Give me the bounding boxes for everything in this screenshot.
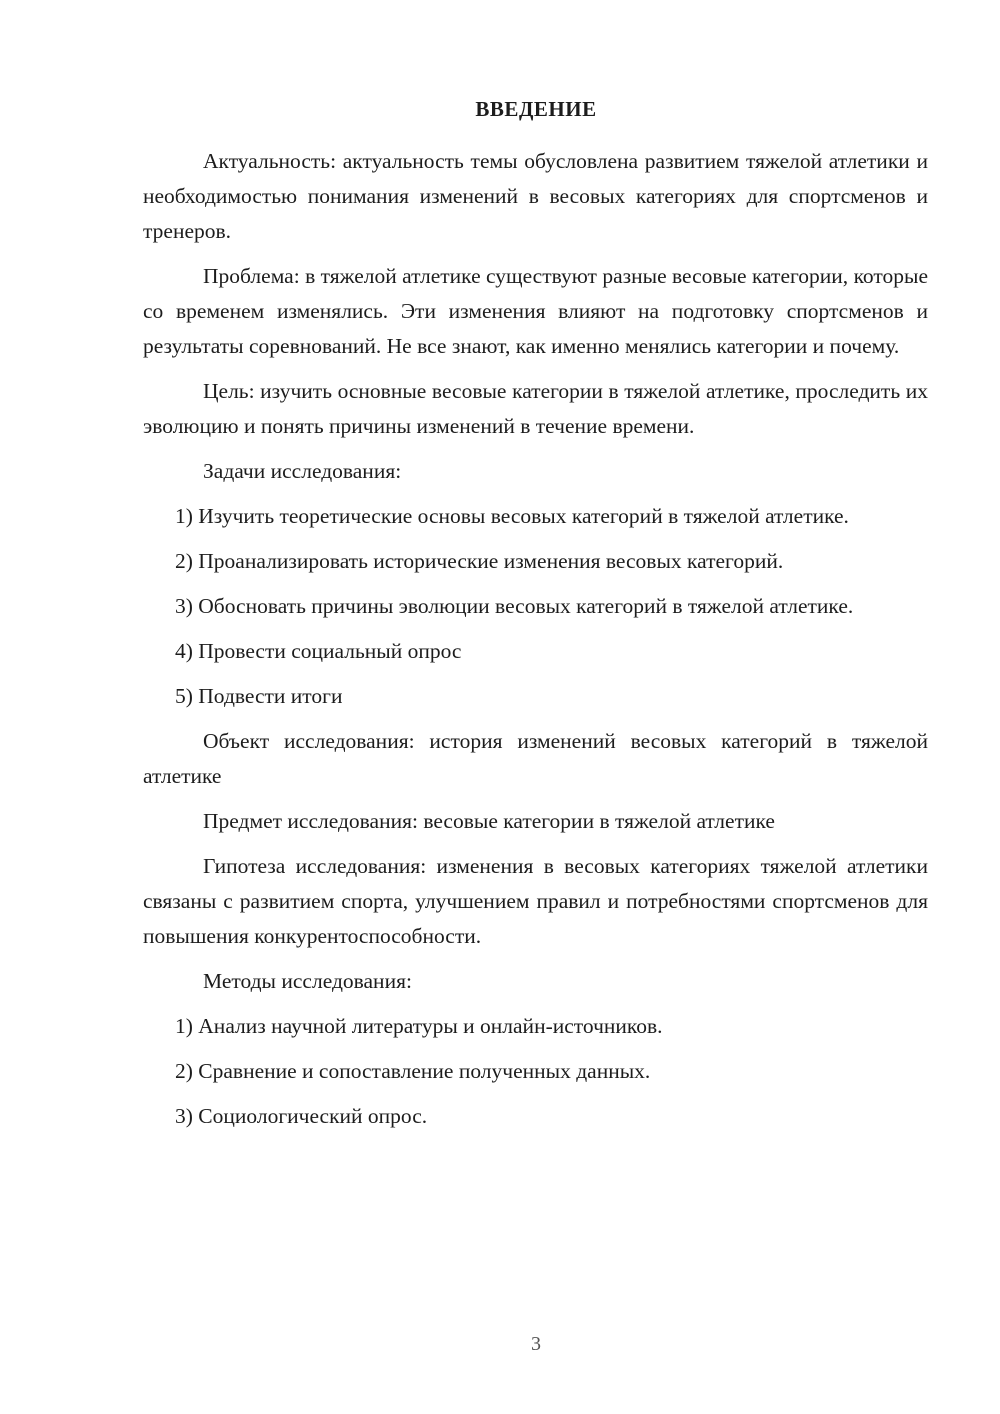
tasks-heading: Задачи исследования: <box>203 459 402 483</box>
task-item: 1) Изучить теоретические основы весовых категорий в тяжелой атлетике. <box>175 504 849 528</box>
method-item: 2) Сравнение и сопоставление полученных данных. <box>175 1059 651 1083</box>
task-item: 5) Подвести итоги <box>175 684 343 708</box>
problem-paragraph: Проблема: в тяжелой атлетике существуют разные весовые категории, которые со временем изменялись. Эти изменения влияют на подготовку спортсменов и результаты соревнований. Не все знают, как именно менялись категории и почему. <box>143 264 928 358</box>
relevance-paragraph: Актуальность: актуальность темы обусловлена развитием тяжелой атлетики и необходимостью понимания изменений в весовых категориях для спортсменов и тренеров. <box>143 149 928 243</box>
methods-heading: Методы исследования: <box>203 969 412 993</box>
document-body <box>143 144 928 1134</box>
object-paragraph: Объект исследования: история изменений весовых категорий в тяжелой атлетике <box>143 729 928 788</box>
method-item: 1) Анализ научной литературы и онлайн-источников. <box>175 1014 663 1038</box>
method-item: 3) Социологический опрос. <box>175 1104 428 1128</box>
hypothesis-paragraph: Гипотеза исследования: изменения в весовых категориях тяжелой атлетики связаны с развитием спорта, улучшением правил и потребностями спортсменов для повышения конкурентоспособности. <box>143 854 928 948</box>
task-item: 4) Провести социальный опрос <box>175 639 462 663</box>
task-item: 2) Проанализировать исторические изменения весовых категорий. <box>175 549 784 573</box>
task-item: 3) Обосновать причины эволюции весовых категорий в тяжелой атлетике. <box>175 594 854 618</box>
goal-paragraph: Цель: изучить основные весовые категории в тяжелой атлетике, проследить их эволюцию и понять причины изменений в течение времени. <box>143 379 928 438</box>
subject-paragraph: Предмет исследования: весовые категории в тяжелой атлетике <box>203 809 775 833</box>
page-title: ВВЕДЕНИЕ <box>475 97 597 121</box>
page-number: 3 <box>531 1333 541 1355</box>
